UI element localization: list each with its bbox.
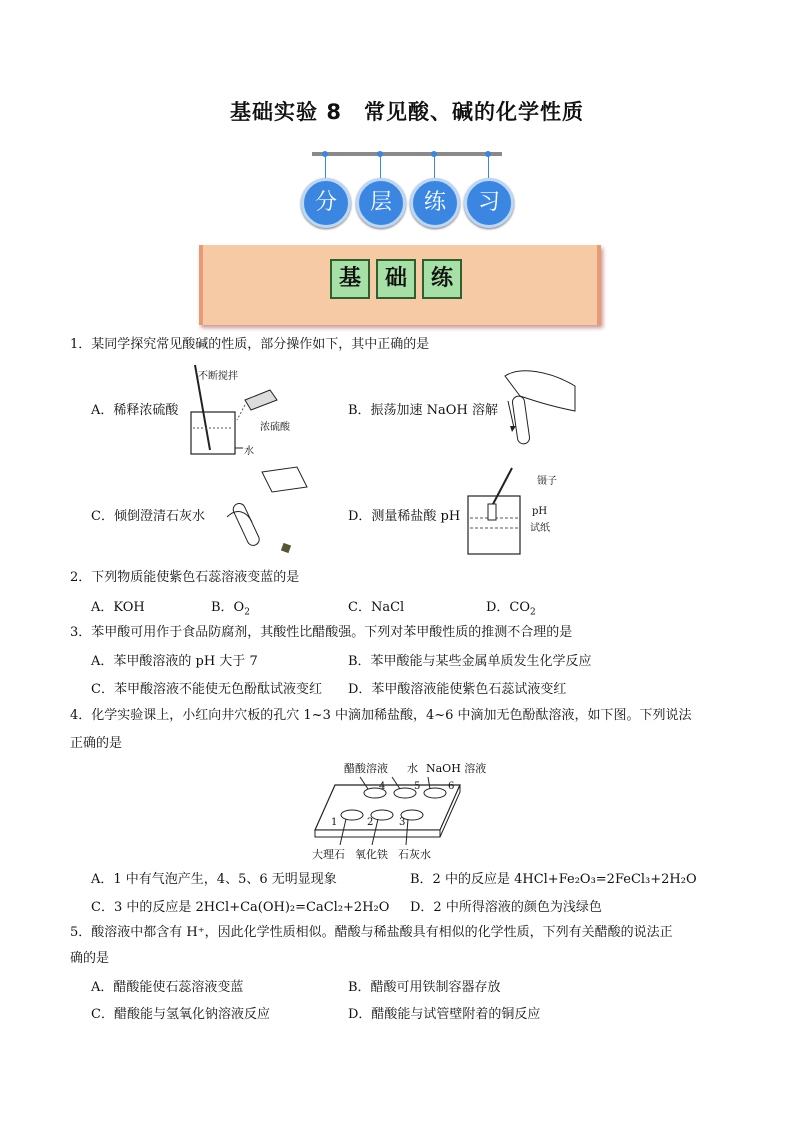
q1-figure-b: [500, 366, 580, 446]
label-marble: 大理石: [312, 848, 345, 861]
label-ph: pH: [532, 506, 548, 517]
header-circle-3: 练: [410, 178, 460, 228]
page-title: 基础实验 8 常见酸、碱的化学性质: [230, 100, 584, 124]
q1-option-b: B．振荡加速 NaOH 溶解: [348, 403, 498, 418]
header-circle-2: 层: [356, 178, 406, 228]
hole-3: 3: [399, 817, 406, 828]
q1-option-c: C．倾倒澄清石灰水: [91, 509, 205, 524]
q1-figure-c: [222, 462, 312, 557]
q5-option-a: A．醋酸能使石蕊溶液变蓝: [91, 980, 244, 995]
hole-5: 5: [414, 781, 421, 792]
q2-option-b-sub: 2: [244, 607, 250, 618]
question-4-stem-line1: 4．化学实验课上，小红向井穴板的孔穴 1~3 中滴加稀盐酸，4~6 中滴加无色酚酞溶液，如下图。下列说法: [70, 708, 692, 723]
q5-option-d: D．醋酸能与试管壁附着的铜反应: [348, 1007, 541, 1022]
label-limewater: 石灰水: [398, 848, 431, 861]
q3-option-c: C．苯甲酸溶液不能使无色酚酞试液变红: [91, 682, 322, 697]
q2-option-d: [486, 596, 536, 618]
banner-char-1: 基: [330, 259, 370, 299]
label-acetic-acid: 醋酸溶液: [344, 762, 388, 775]
question-5-stem-line2: 确的是: [70, 951, 110, 966]
question-4-stem-line2: 正确的是: [70, 736, 123, 751]
banner-char-2: 础: [376, 259, 416, 299]
question-3-stem: 3．苯甲酸可用作于食品防腐剂，其酸性比醋酸强。下列对苯甲酸性质的推测不合理的是: [70, 625, 573, 640]
q2-option-d-sub: 2: [530, 607, 536, 618]
label-stir: 不断搅拌: [198, 371, 238, 382]
hole-2: 2: [367, 817, 374, 828]
q4-well-plate: [310, 775, 470, 845]
q2-option-c: C．NaCl: [348, 600, 405, 615]
q1-option-a: A．稀释浓硫酸: [91, 403, 179, 418]
hole-6: 6: [448, 781, 455, 792]
question-2-stem: 2．下列物质能使紫色石蕊溶液变蓝的是: [70, 570, 300, 585]
hole-4: 4: [379, 781, 386, 792]
q1-option-d: D．测量稀盐酸 pH: [348, 509, 461, 524]
q4-option-b: B．2 中的反应是 4HCl+Fe₂O₃=2FeCl₃+2H₂O: [410, 872, 697, 887]
q5-option-b: B．醋酸可用铁制容器存放: [348, 980, 501, 995]
hanger-line: [488, 156, 489, 178]
hanger-line: [325, 156, 326, 178]
question-1-stem: 1．某同学探究常见酸碱的性质，部分操作如下，其中正确的是: [70, 337, 430, 352]
label-iron-oxide: 氧化铁: [355, 848, 388, 861]
hole-1: 1: [331, 817, 338, 828]
q5-option-c: C．醋酸能与氢氧化钠溶液反应: [91, 1007, 270, 1022]
q2-option-b: [211, 596, 250, 618]
q2-option-b-text: B．O: [211, 600, 245, 615]
q3-option-d: D．苯甲酸溶液能使紫色石蕊试液变红: [348, 682, 567, 697]
q3-option-a: A．苯甲酸溶液的 pH 大于 7: [91, 654, 258, 669]
label-ph-paper: 试纸: [530, 523, 550, 534]
header-circle-4: 习: [464, 178, 514, 228]
hanger-line: [434, 156, 435, 178]
q3-option-b: B．苯甲酸能与某些金属单质发生化学反应: [348, 654, 592, 669]
label-water-well: 水: [407, 762, 418, 775]
header-circle-1: 分: [301, 178, 351, 228]
label-water: 水: [244, 446, 254, 457]
q2-option-d-text: D．CO: [486, 600, 531, 615]
section-banner: [199, 245, 601, 325]
q4-option-c: C．3 中的反应是 2HCl+Ca(OH)₂=CaCl₂+2H₂O: [91, 900, 390, 915]
hanger-line: [380, 156, 381, 178]
label-acid: 浓硫酸: [260, 422, 290, 433]
question-5-stem-line1: 5．酸溶液中都含有 H⁺，因此化学性质相似。醋酸与稀盐酸具有相似的化学性质，下列有关醋酸的说法正: [70, 925, 673, 940]
q4-option-a: A．1 中有气泡产生，4、5、6 无明显现象: [91, 872, 337, 887]
label-tweezers: 镊子: [537, 476, 557, 487]
q4-option-d: D．2 中所得溶液的颜色为浅绿色: [410, 900, 602, 915]
label-naoh-solution: NaOH 溶液: [426, 762, 487, 775]
header-bar: [312, 152, 502, 156]
banner-char-3: 练: [422, 259, 462, 299]
q2-option-a: A．KOH: [91, 600, 145, 615]
